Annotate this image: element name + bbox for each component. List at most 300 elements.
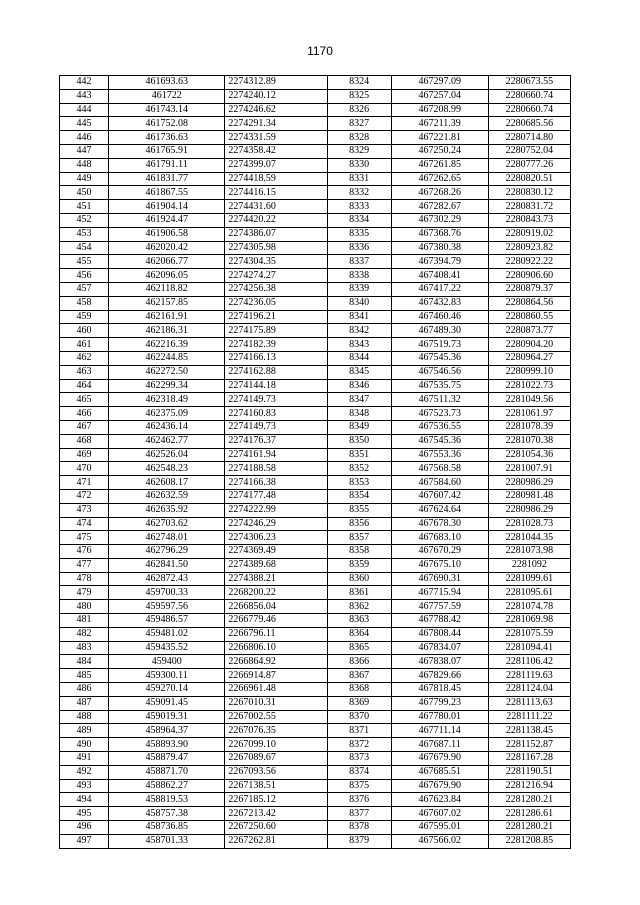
x-coordinate-right-cell: 467715.94	[391, 586, 488, 600]
y-coordinate-right-cell: 2280843.73	[488, 213, 570, 227]
point-number-left-cell: 492	[60, 765, 109, 779]
x-coordinate-left-cell: 462216.39	[109, 338, 225, 352]
y-coordinate-left-cell: 2267213.42	[225, 807, 327, 821]
y-coordinate-left-cell: 2267010.31	[225, 696, 327, 710]
y-coordinate-left-cell: 2274369.49	[225, 545, 327, 559]
point-number-right-cell: 8329	[327, 144, 391, 158]
x-coordinate-left-cell: 462318.49	[109, 393, 225, 407]
y-coordinate-right-cell: 2281069.98	[488, 614, 570, 628]
table-row	[60, 172, 571, 186]
y-coordinate-right-cell: 2281119.63	[488, 669, 570, 683]
y-coordinate-left-cell: 2267262.81	[225, 834, 327, 848]
x-coordinate-right-cell: 467780.01	[391, 710, 488, 724]
x-coordinate-left-cell: 462548.23	[109, 462, 225, 476]
x-coordinate-left-cell: 462272.50	[109, 365, 225, 379]
y-coordinate-left-cell: 2268200.22	[225, 586, 327, 600]
point-number-left-cell: 479	[60, 586, 109, 600]
point-number-left-cell: 472	[60, 489, 109, 503]
y-coordinate-right-cell: 2280922.22	[488, 255, 570, 269]
table-row	[60, 407, 571, 421]
table-row	[60, 627, 571, 641]
table-row	[60, 351, 571, 365]
table-row	[60, 158, 571, 172]
point-number-right-cell: 8335	[327, 227, 391, 241]
x-coordinate-left-cell: 462161.91	[109, 310, 225, 324]
y-coordinate-left-cell: 2274358.42	[225, 144, 327, 158]
x-coordinate-left-cell: 461736.63	[109, 131, 225, 145]
point-number-right-cell: 8341	[327, 310, 391, 324]
point-number-right-cell: 8367	[327, 669, 391, 683]
x-coordinate-right-cell: 467368.76	[391, 227, 488, 241]
point-number-right-cell: 8375	[327, 779, 391, 793]
point-number-left-cell: 491	[60, 752, 109, 766]
table-row	[60, 655, 571, 669]
x-coordinate-right-cell: 467535.75	[391, 379, 488, 393]
x-coordinate-right-cell: 467511.32	[391, 393, 488, 407]
point-number-right-cell: 8327	[327, 117, 391, 131]
y-coordinate-right-cell: 2281111.22	[488, 710, 570, 724]
point-number-left-cell: 495	[60, 807, 109, 821]
x-coordinate-left-cell: 462462.77	[109, 434, 225, 448]
coordinate-table	[59, 75, 571, 849]
x-coordinate-left-cell: 461791.11	[109, 158, 225, 172]
y-coordinate-right-cell: 2280660.74	[488, 103, 570, 117]
table-row	[60, 696, 571, 710]
point-number-right-cell: 8364	[327, 627, 391, 641]
x-coordinate-left-cell: 458964.37	[109, 724, 225, 738]
x-coordinate-right-cell: 467679.90	[391, 752, 488, 766]
x-coordinate-left-cell: 461752.08	[109, 117, 225, 131]
x-coordinate-left-cell: 462872.43	[109, 572, 225, 586]
point-number-left-cell: 467	[60, 420, 109, 434]
y-coordinate-right-cell: 2281286.61	[488, 807, 570, 821]
x-coordinate-left-cell: 458879.47	[109, 752, 225, 766]
table-row	[60, 793, 571, 807]
y-coordinate-right-cell: 2281280.21	[488, 793, 570, 807]
y-coordinate-right-cell: 2281061.97	[488, 407, 570, 421]
point-number-left-cell: 459	[60, 310, 109, 324]
point-number-left-cell: 462	[60, 351, 109, 365]
x-coordinate-left-cell: 459400	[109, 655, 225, 669]
point-number-left-cell: 487	[60, 696, 109, 710]
point-number-right-cell: 8351	[327, 448, 391, 462]
y-coordinate-right-cell: 2281138.45	[488, 724, 570, 738]
x-coordinate-right-cell: 467568.58	[391, 462, 488, 476]
y-coordinate-right-cell: 2280964.27	[488, 351, 570, 365]
point-number-left-cell: 482	[60, 627, 109, 641]
table-row	[60, 282, 571, 296]
table-row	[60, 807, 571, 821]
x-coordinate-right-cell: 467553.36	[391, 448, 488, 462]
point-number-right-cell: 8379	[327, 834, 391, 848]
x-coordinate-right-cell: 467250.24	[391, 144, 488, 158]
x-coordinate-right-cell: 467584.60	[391, 476, 488, 490]
y-coordinate-right-cell: 2280879.37	[488, 282, 570, 296]
x-coordinate-right-cell: 467675.10	[391, 558, 488, 572]
x-coordinate-right-cell: 467221.81	[391, 131, 488, 145]
table-row	[60, 545, 571, 559]
y-coordinate-left-cell: 2274306.23	[225, 531, 327, 545]
point-number-right-cell: 8339	[327, 282, 391, 296]
y-coordinate-right-cell: 2281074.78	[488, 600, 570, 614]
x-coordinate-right-cell: 467757.59	[391, 600, 488, 614]
y-coordinate-left-cell: 2274149.73	[225, 420, 327, 434]
y-coordinate-left-cell: 2267002.55	[225, 710, 327, 724]
point-number-right-cell: 8328	[327, 131, 391, 145]
y-coordinate-right-cell: 2281124.04	[488, 683, 570, 697]
x-coordinate-left-cell: 458819.53	[109, 793, 225, 807]
x-coordinate-right-cell: 467489.30	[391, 324, 488, 338]
x-coordinate-right-cell: 467380.38	[391, 241, 488, 255]
x-coordinate-left-cell: 462608.17	[109, 476, 225, 490]
x-coordinate-right-cell: 467566.02	[391, 834, 488, 848]
x-coordinate-right-cell: 467685.51	[391, 765, 488, 779]
table-row	[60, 724, 571, 738]
y-coordinate-right-cell: 2280685.56	[488, 117, 570, 131]
y-coordinate-right-cell: 2280860.55	[488, 310, 570, 324]
y-coordinate-left-cell: 2274149.73	[225, 393, 327, 407]
point-number-right-cell: 8345	[327, 365, 391, 379]
x-coordinate-right-cell: 467408.41	[391, 269, 488, 283]
point-number-left-cell: 460	[60, 324, 109, 338]
x-coordinate-left-cell: 459270.14	[109, 683, 225, 697]
table-row	[60, 476, 571, 490]
y-coordinate-left-cell: 2274291.34	[225, 117, 327, 131]
x-coordinate-left-cell: 462796.29	[109, 545, 225, 559]
point-number-left-cell: 480	[60, 600, 109, 614]
table-row	[60, 738, 571, 752]
table-row	[60, 310, 571, 324]
point-number-right-cell: 8355	[327, 503, 391, 517]
y-coordinate-right-cell: 2281095.61	[488, 586, 570, 600]
x-coordinate-left-cell: 459300.11	[109, 669, 225, 683]
point-number-right-cell: 8333	[327, 200, 391, 214]
x-coordinate-right-cell: 467208.99	[391, 103, 488, 117]
x-coordinate-right-cell: 467595.01	[391, 821, 488, 835]
point-number-left-cell: 457	[60, 282, 109, 296]
y-coordinate-right-cell: 2280906.60	[488, 269, 570, 283]
y-coordinate-left-cell: 2274182.39	[225, 338, 327, 352]
y-coordinate-right-cell: 2281070.38	[488, 434, 570, 448]
point-number-right-cell: 8362	[327, 600, 391, 614]
point-number-right-cell: 8326	[327, 103, 391, 117]
y-coordinate-left-cell: 2274166.38	[225, 476, 327, 490]
table-row	[60, 131, 571, 145]
table-row	[60, 669, 571, 683]
point-number-left-cell: 464	[60, 379, 109, 393]
y-coordinate-right-cell: 2280923.82	[488, 241, 570, 255]
table-row	[60, 296, 571, 310]
y-coordinate-left-cell: 2274161.94	[225, 448, 327, 462]
x-coordinate-left-cell: 462020.42	[109, 241, 225, 255]
point-number-right-cell: 8378	[327, 821, 391, 835]
table-row	[60, 200, 571, 214]
y-coordinate-right-cell: 2280820.51	[488, 172, 570, 186]
table-row	[60, 144, 571, 158]
y-coordinate-right-cell: 2280830.12	[488, 186, 570, 200]
x-coordinate-right-cell: 467670.29	[391, 545, 488, 559]
point-number-left-cell: 471	[60, 476, 109, 490]
point-number-left-cell: 466	[60, 407, 109, 421]
y-coordinate-left-cell: 2267093.56	[225, 765, 327, 779]
point-number-left-cell: 494	[60, 793, 109, 807]
point-number-left-cell: 445	[60, 117, 109, 131]
point-number-right-cell: 8372	[327, 738, 391, 752]
point-number-left-cell: 458	[60, 296, 109, 310]
page-number: 1170	[307, 44, 333, 58]
x-coordinate-right-cell: 467432.83	[391, 296, 488, 310]
x-coordinate-left-cell: 462244.85	[109, 351, 225, 365]
x-coordinate-right-cell: 467623.84	[391, 793, 488, 807]
y-coordinate-right-cell: 2280981.48	[488, 489, 570, 503]
y-coordinate-right-cell: 2280777.26	[488, 158, 570, 172]
table-row	[60, 462, 571, 476]
point-number-left-cell: 449	[60, 172, 109, 186]
y-coordinate-right-cell: 2281007.91	[488, 462, 570, 476]
y-coordinate-left-cell: 2274166.13	[225, 351, 327, 365]
y-coordinate-left-cell: 2267076.35	[225, 724, 327, 738]
table-row	[60, 489, 571, 503]
x-coordinate-right-cell: 467261.85	[391, 158, 488, 172]
table-row	[60, 503, 571, 517]
x-coordinate-left-cell: 461906.58	[109, 227, 225, 241]
y-coordinate-right-cell: 2281078.39	[488, 420, 570, 434]
y-coordinate-right-cell: 2281208.85	[488, 834, 570, 848]
point-number-left-cell: 468	[60, 434, 109, 448]
table-row	[60, 227, 571, 241]
table-row	[60, 269, 571, 283]
point-number-right-cell: 8374	[327, 765, 391, 779]
table-row	[60, 338, 571, 352]
x-coordinate-left-cell: 459700.33	[109, 586, 225, 600]
x-coordinate-right-cell: 467268.26	[391, 186, 488, 200]
x-coordinate-left-cell: 461831.77	[109, 172, 225, 186]
y-coordinate-right-cell: 2281092	[488, 558, 570, 572]
y-coordinate-right-cell: 2280873.77	[488, 324, 570, 338]
y-coordinate-left-cell: 2267089.67	[225, 752, 327, 766]
x-coordinate-right-cell: 467834.07	[391, 641, 488, 655]
x-coordinate-right-cell: 467808.44	[391, 627, 488, 641]
x-coordinate-right-cell: 467211.39	[391, 117, 488, 131]
y-coordinate-right-cell: 2280919.02	[488, 227, 570, 241]
table-row	[60, 434, 571, 448]
y-coordinate-right-cell: 2281113.63	[488, 696, 570, 710]
x-coordinate-left-cell: 462066.77	[109, 255, 225, 269]
y-coordinate-left-cell: 2274304.35	[225, 255, 327, 269]
point-number-right-cell: 8331	[327, 172, 391, 186]
point-number-right-cell: 8330	[327, 158, 391, 172]
y-coordinate-left-cell: 2274196.21	[225, 310, 327, 324]
point-number-left-cell: 496	[60, 821, 109, 835]
x-coordinate-left-cell: 461765.91	[109, 144, 225, 158]
point-number-right-cell: 8376	[327, 793, 391, 807]
x-coordinate-right-cell: 467417.22	[391, 282, 488, 296]
x-coordinate-right-cell: 467690.31	[391, 572, 488, 586]
y-coordinate-left-cell: 2274386.07	[225, 227, 327, 241]
x-coordinate-left-cell: 461722	[109, 89, 225, 103]
point-number-left-cell: 481	[60, 614, 109, 628]
point-number-left-cell: 455	[60, 255, 109, 269]
x-coordinate-left-cell: 462157.85	[109, 296, 225, 310]
table-row	[60, 586, 571, 600]
y-coordinate-right-cell: 2281094.41	[488, 641, 570, 655]
point-number-left-cell: 484	[60, 655, 109, 669]
y-coordinate-right-cell: 2281044.35	[488, 531, 570, 545]
point-number-right-cell: 8334	[327, 213, 391, 227]
y-coordinate-left-cell: 2266806.10	[225, 641, 327, 655]
point-number-left-cell: 486	[60, 683, 109, 697]
y-coordinate-left-cell: 2267138.51	[225, 779, 327, 793]
table-row	[60, 834, 571, 848]
y-coordinate-left-cell: 2274240.12	[225, 89, 327, 103]
y-coordinate-right-cell: 2280999.10	[488, 365, 570, 379]
point-number-right-cell: 8349	[327, 420, 391, 434]
table-row	[60, 89, 571, 103]
y-coordinate-left-cell: 2274144.18	[225, 379, 327, 393]
x-coordinate-right-cell: 467679.90	[391, 779, 488, 793]
point-number-left-cell: 453	[60, 227, 109, 241]
x-coordinate-left-cell: 458893.90	[109, 738, 225, 752]
y-coordinate-right-cell: 2280864.56	[488, 296, 570, 310]
point-number-right-cell: 8370	[327, 710, 391, 724]
x-coordinate-left-cell: 462299.34	[109, 379, 225, 393]
point-number-left-cell: 477	[60, 558, 109, 572]
y-coordinate-right-cell: 2281152.87	[488, 738, 570, 752]
point-number-left-cell: 478	[60, 572, 109, 586]
x-coordinate-left-cell: 462841.50	[109, 558, 225, 572]
y-coordinate-right-cell: 2281216.94	[488, 779, 570, 793]
x-coordinate-right-cell: 467297.09	[391, 76, 488, 90]
table-row	[60, 448, 571, 462]
x-coordinate-left-cell: 458862.27	[109, 779, 225, 793]
table-row	[60, 641, 571, 655]
point-number-right-cell: 8344	[327, 351, 391, 365]
table-row	[60, 117, 571, 131]
point-number-right-cell: 8343	[327, 338, 391, 352]
table-row	[60, 614, 571, 628]
table-row	[60, 558, 571, 572]
x-coordinate-left-cell: 459435.52	[109, 641, 225, 655]
y-coordinate-left-cell: 2274175.89	[225, 324, 327, 338]
y-coordinate-left-cell: 2274388.21	[225, 572, 327, 586]
x-coordinate-left-cell: 462436.14	[109, 420, 225, 434]
y-coordinate-left-cell: 2274160.83	[225, 407, 327, 421]
y-coordinate-left-cell: 2274389.68	[225, 558, 327, 572]
point-number-right-cell: 8342	[327, 324, 391, 338]
y-coordinate-left-cell: 2266914.87	[225, 669, 327, 683]
x-coordinate-right-cell: 467829.66	[391, 669, 488, 683]
point-number-right-cell: 8354	[327, 489, 391, 503]
y-coordinate-right-cell: 2280986.29	[488, 503, 570, 517]
point-number-right-cell: 8371	[327, 724, 391, 738]
table-row	[60, 779, 571, 793]
table-row	[60, 379, 571, 393]
x-coordinate-right-cell: 467523.73	[391, 407, 488, 421]
x-coordinate-left-cell: 462118.82	[109, 282, 225, 296]
table-row	[60, 393, 571, 407]
x-coordinate-right-cell: 467799.23	[391, 696, 488, 710]
x-coordinate-left-cell: 461693.63	[109, 76, 225, 90]
point-number-left-cell: 485	[60, 669, 109, 683]
y-coordinate-left-cell: 2266961.48	[225, 683, 327, 697]
x-coordinate-left-cell: 462748.01	[109, 531, 225, 545]
x-coordinate-right-cell: 467519.73	[391, 338, 488, 352]
x-coordinate-right-cell: 467257.04	[391, 89, 488, 103]
table-row	[60, 420, 571, 434]
x-coordinate-right-cell: 467302.29	[391, 213, 488, 227]
table-row	[60, 531, 571, 545]
y-coordinate-right-cell: 2280904.20	[488, 338, 570, 352]
y-coordinate-left-cell: 2274331.59	[225, 131, 327, 145]
y-coordinate-left-cell: 2274162.88	[225, 365, 327, 379]
x-coordinate-left-cell: 462703.62	[109, 517, 225, 531]
table-row	[60, 103, 571, 117]
point-number-right-cell: 8347	[327, 393, 391, 407]
y-coordinate-right-cell: 2281028.73	[488, 517, 570, 531]
y-coordinate-right-cell: 2280831.72	[488, 200, 570, 214]
x-coordinate-left-cell: 462526.04	[109, 448, 225, 462]
point-number-right-cell: 8377	[327, 807, 391, 821]
x-coordinate-right-cell: 467607.02	[391, 807, 488, 821]
point-number-left-cell: 465	[60, 393, 109, 407]
y-coordinate-left-cell: 2274305.98	[225, 241, 327, 255]
y-coordinate-left-cell: 2274176.37	[225, 434, 327, 448]
y-coordinate-right-cell: 2281190.51	[488, 765, 570, 779]
y-coordinate-right-cell: 2281075.59	[488, 627, 570, 641]
point-number-right-cell: 8359	[327, 558, 391, 572]
x-coordinate-left-cell: 462632.59	[109, 489, 225, 503]
x-coordinate-right-cell: 467536.55	[391, 420, 488, 434]
point-number-left-cell: 443	[60, 89, 109, 103]
x-coordinate-right-cell: 467788.42	[391, 614, 488, 628]
point-number-left-cell: 476	[60, 545, 109, 559]
point-number-left-cell: 469	[60, 448, 109, 462]
x-coordinate-right-cell: 467545.36	[391, 351, 488, 365]
x-coordinate-left-cell: 458736.85	[109, 821, 225, 835]
table-row	[60, 255, 571, 269]
x-coordinate-left-cell: 461924.47	[109, 213, 225, 227]
point-number-right-cell: 8340	[327, 296, 391, 310]
point-number-left-cell: 489	[60, 724, 109, 738]
y-coordinate-right-cell: 2280752.04	[488, 144, 570, 158]
x-coordinate-right-cell: 467818.45	[391, 683, 488, 697]
y-coordinate-left-cell: 2274420.22	[225, 213, 327, 227]
x-coordinate-right-cell: 467460.46	[391, 310, 488, 324]
x-coordinate-right-cell: 467394.79	[391, 255, 488, 269]
x-coordinate-left-cell: 461743.14	[109, 103, 225, 117]
y-coordinate-left-cell: 2267099.10	[225, 738, 327, 752]
y-coordinate-left-cell: 2274399.07	[225, 158, 327, 172]
table-row	[60, 572, 571, 586]
y-coordinate-right-cell: 2281280.21	[488, 821, 570, 835]
y-coordinate-right-cell: 2280660.74	[488, 89, 570, 103]
table-row	[60, 752, 571, 766]
point-number-left-cell: 470	[60, 462, 109, 476]
y-coordinate-right-cell: 2280986.29	[488, 476, 570, 490]
x-coordinate-left-cell: 458871.70	[109, 765, 225, 779]
point-number-left-cell: 463	[60, 365, 109, 379]
point-number-right-cell: 8369	[327, 696, 391, 710]
x-coordinate-right-cell: 467678.30	[391, 517, 488, 531]
y-coordinate-left-cell: 2274256.38	[225, 282, 327, 296]
point-number-left-cell: 447	[60, 144, 109, 158]
table-row	[60, 683, 571, 697]
y-coordinate-right-cell: 2281054.36	[488, 448, 570, 462]
point-number-right-cell: 8336	[327, 241, 391, 255]
y-coordinate-left-cell: 2274246.29	[225, 517, 327, 531]
point-number-right-cell: 8325	[327, 89, 391, 103]
point-number-left-cell: 493	[60, 779, 109, 793]
